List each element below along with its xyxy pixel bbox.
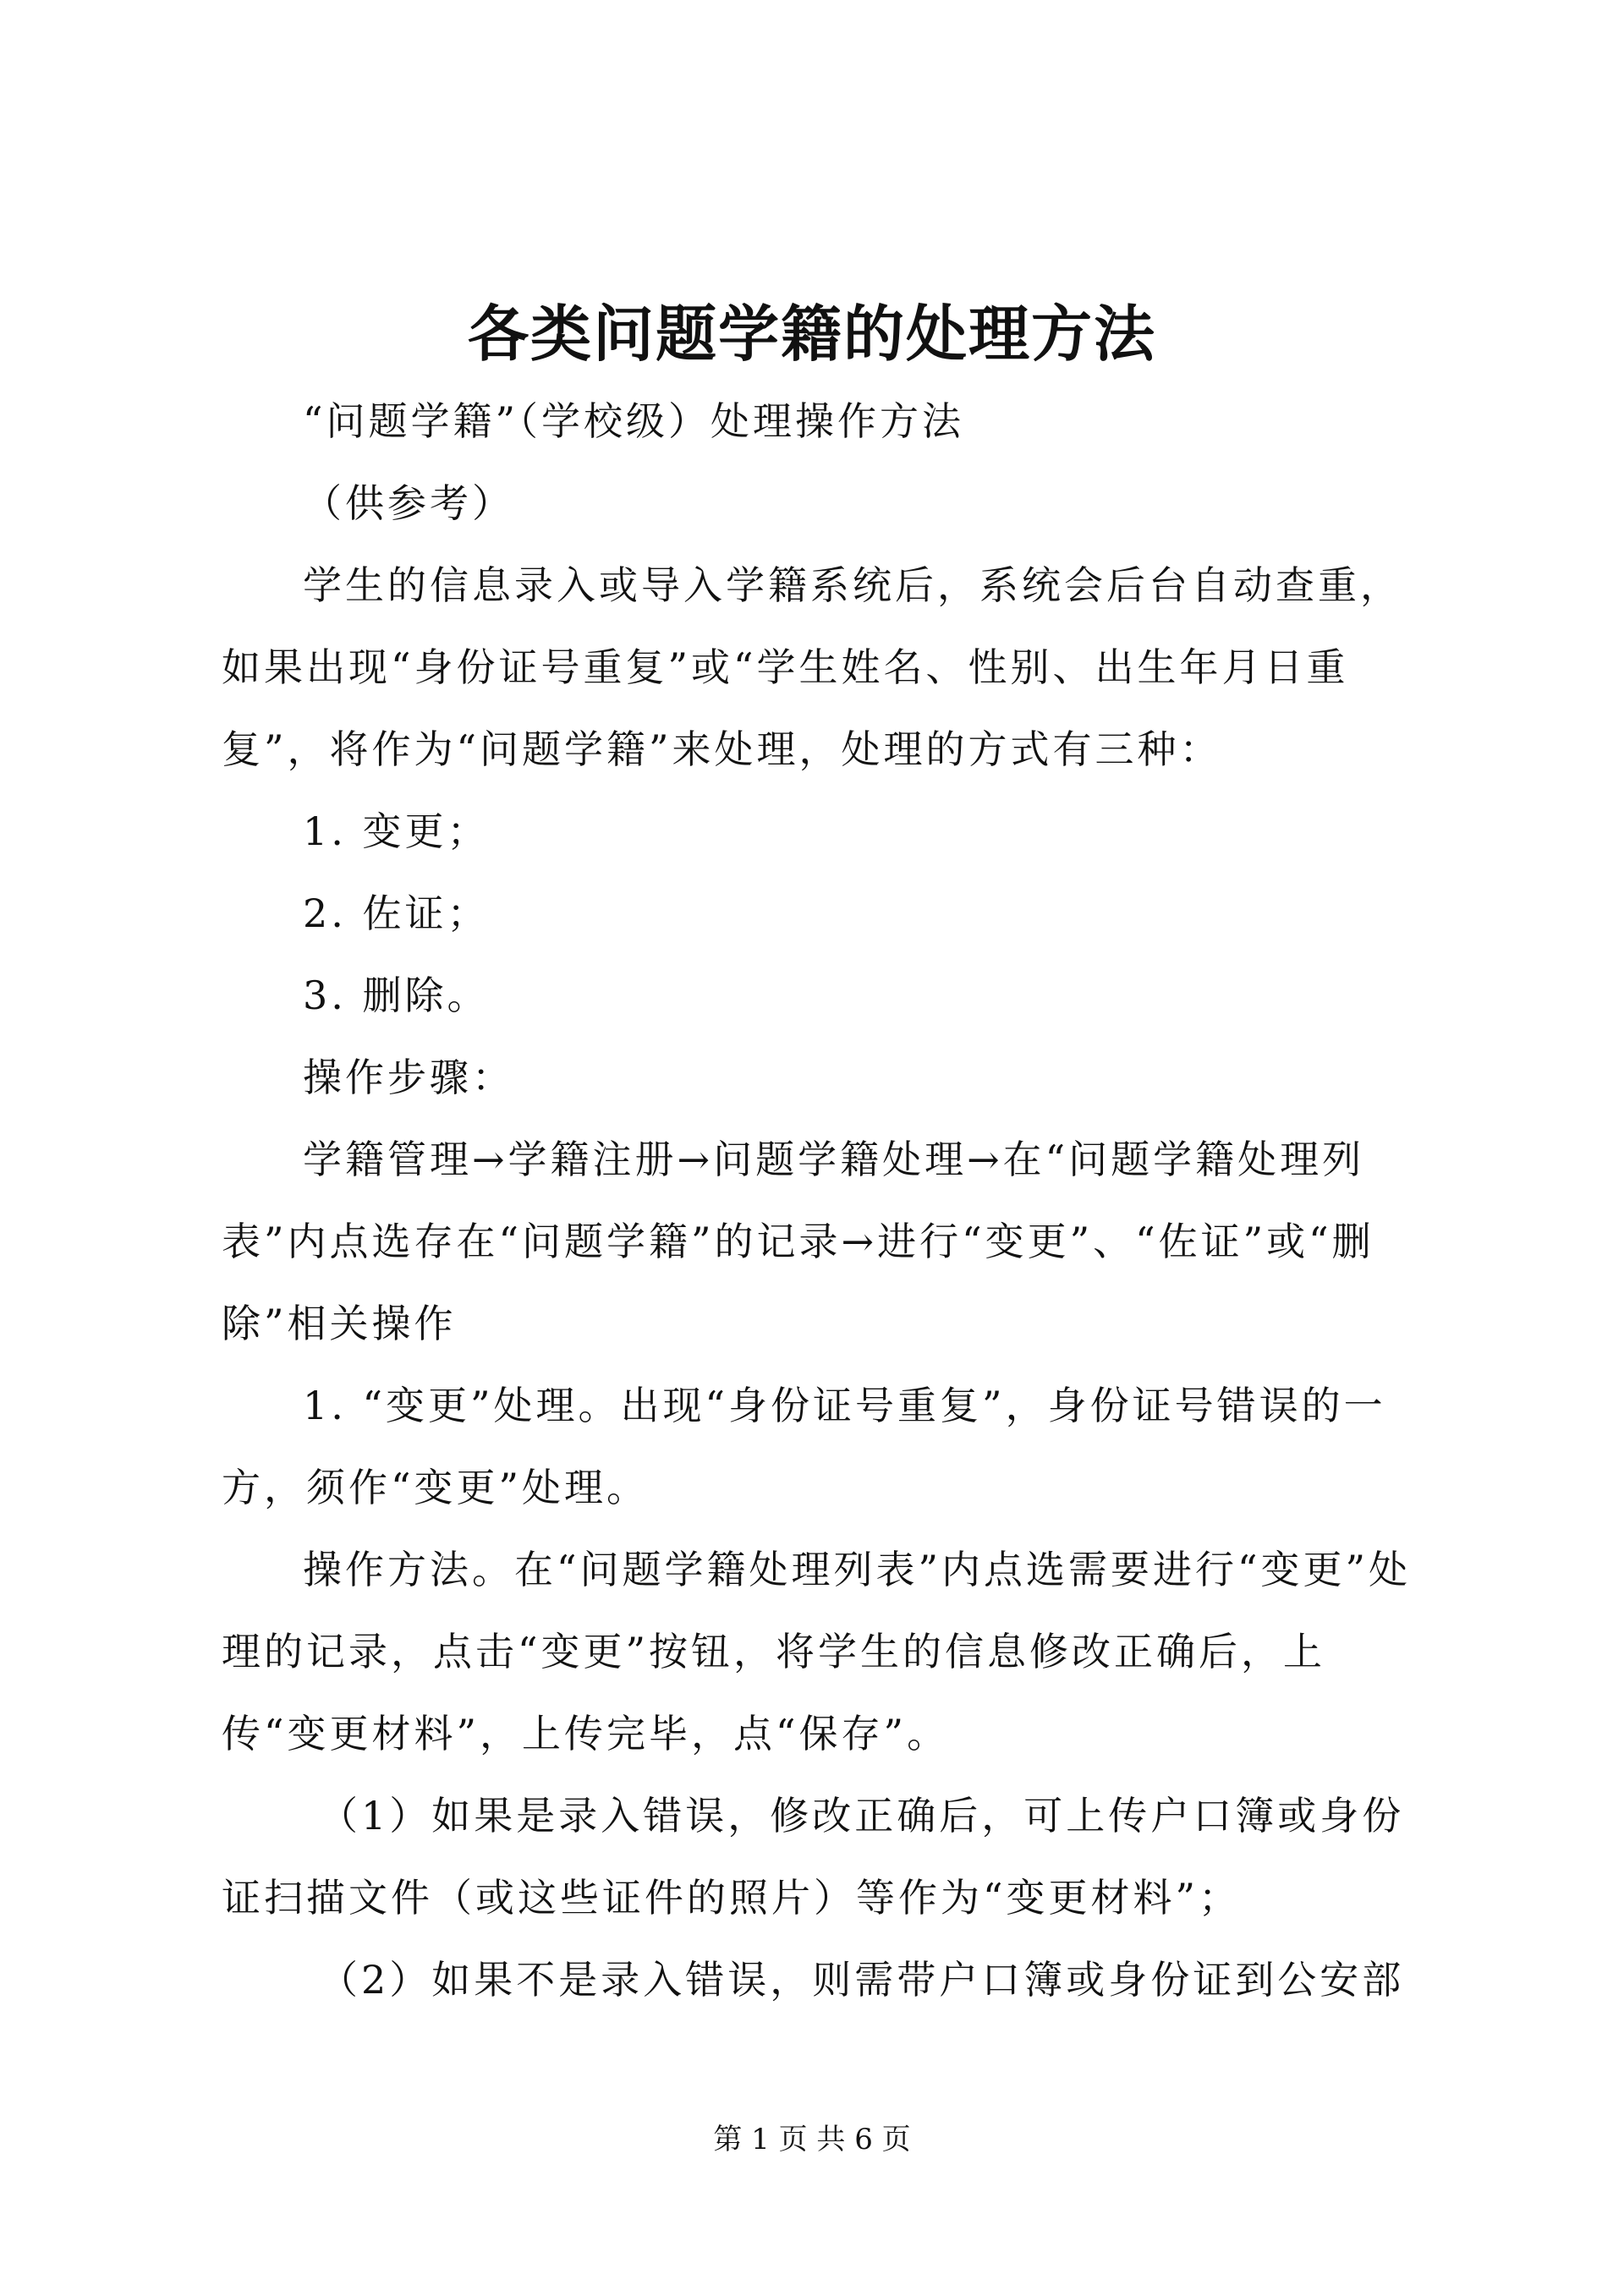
list-item: 3. 删除。 (303, 973, 490, 1018)
change-section-paragraph: 1. “变更”处理。出现“身份证号重复”，身份证号错误的一方，须作“变更”处理。 (222, 1383, 1386, 1510)
list-item: 2. 佐证； (303, 890, 490, 936)
document-title: 各类问题学籍的处理方法 (467, 298, 1156, 370)
reference-note: （供参考） (303, 480, 514, 526)
intro-paragraph: 学生的信息录入或导入学籍系统后，系统会后台自动查重，如果出现“身份证号重复”或“学生姓名、性别、出生年月日重复”，将作为“问题学籍”来处理，处理的方式有三种： (222, 562, 1402, 772)
document-body (222, 381, 1429, 2021)
sub-item-paragraph: （2）如果不是录入错误，则需带户口簿或身份证到公安部 (319, 1957, 1405, 2003)
operation-method-paragraph: 操作方法。在“问题学籍处理列表”内点选需要进行“变更”处理的记录，点击“变更”按钮，将学生的信息修改正确后，上传“变更材料”，上传完毕，点“保存”。 (222, 1547, 1412, 1756)
steps-heading: 操作步骤： (303, 1055, 514, 1100)
sub-item-paragraph: （1）如果是录入错误，修改正确后，可上传户口簿或身份证扫描文件（或这些证件的照片）等作为“变更材料”； (222, 1793, 1405, 1921)
list-item: 1. 变更； (303, 808, 490, 854)
steps-paragraph: 学籍管理→学籍注册→问题学籍处理→在“问题学籍处理列表”内点选存在“问题学籍”的记录→进行“变更”、“佐证”或“删除”相关操作 (222, 1137, 1374, 1346)
subtitle-paragraph: “问题学籍”（学校级）处理操作方法 (303, 398, 965, 444)
page-footer: 第 1 页 共 6 页 (713, 2123, 911, 2156)
